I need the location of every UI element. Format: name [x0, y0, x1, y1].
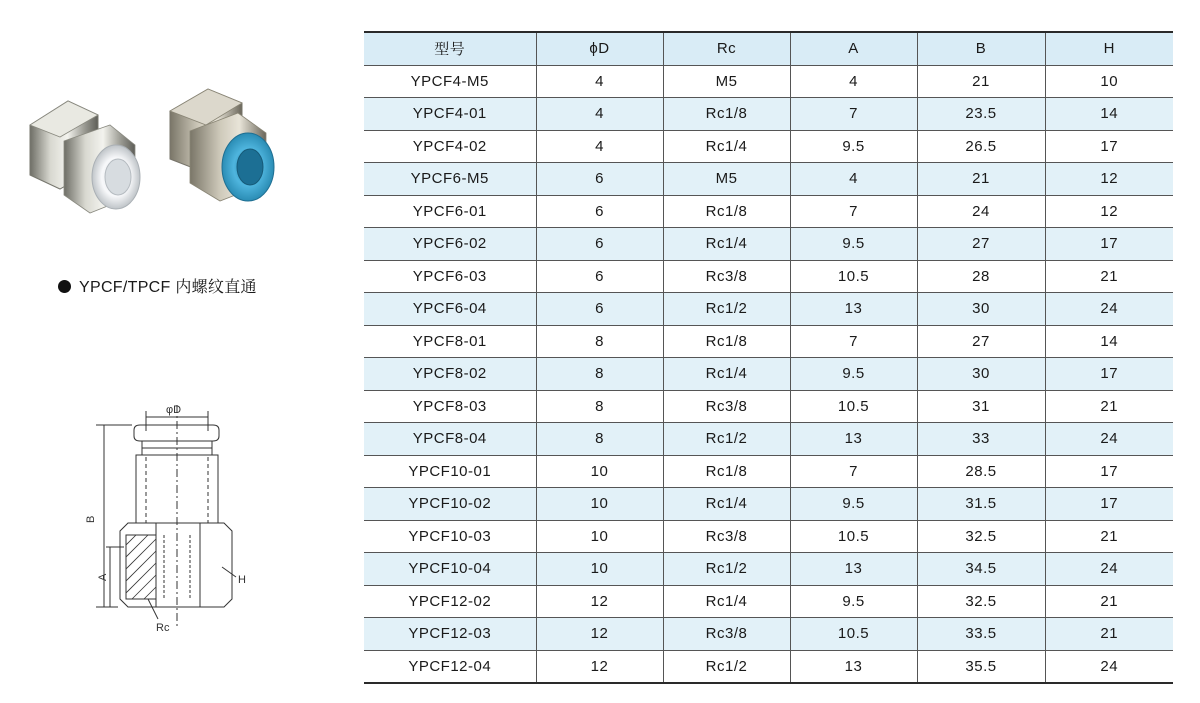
cell-phi-d: 12: [536, 618, 663, 651]
cell-a: 10.5: [790, 520, 917, 553]
cell-model: YPCF4-02: [364, 130, 536, 163]
table-row: [364, 163, 1173, 196]
cell-h: 10: [1045, 65, 1173, 98]
cell-rc: Rc1/4: [663, 358, 790, 391]
cell-h: 14: [1045, 98, 1173, 131]
cell-rc: Rc1/2: [663, 553, 790, 586]
cell-rc: Rc1/8: [663, 325, 790, 358]
cell-b: 33: [917, 423, 1045, 456]
cell-h: 14: [1045, 325, 1173, 358]
cell-b: 28: [917, 260, 1045, 293]
cell-a: 7: [790, 325, 917, 358]
cell-a: 13: [790, 293, 917, 326]
cell-rc: M5: [663, 65, 790, 98]
cell-model: YPCF10-03: [364, 520, 536, 553]
cell-h: 24: [1045, 650, 1173, 683]
rc-label: Rc: [156, 622, 170, 634]
cell-phi-d: 4: [536, 65, 663, 98]
cell-model: YPCF4-01: [364, 98, 536, 131]
cell-a: 10.5: [790, 618, 917, 651]
cell-h: 21: [1045, 585, 1173, 618]
cell-a: 7: [790, 98, 917, 131]
cell-model: YPCF6-02: [364, 228, 536, 261]
product-caption: [58, 274, 257, 297]
cell-h: 24: [1045, 293, 1173, 326]
header-rc: Rc: [663, 32, 790, 65]
cell-h: 24: [1045, 423, 1173, 456]
cell-phi-d: 10: [536, 488, 663, 521]
cell-b: 21: [917, 65, 1045, 98]
cell-phi-d: 12: [536, 585, 663, 618]
cell-a: 4: [790, 65, 917, 98]
cell-phi-d: 6: [536, 260, 663, 293]
table-row: [364, 195, 1173, 228]
cell-h: 24: [1045, 553, 1173, 586]
product-panel: [0, 0, 360, 703]
cell-rc: Rc1/8: [663, 195, 790, 228]
cell-h: 21: [1045, 390, 1173, 423]
header-b: B: [917, 32, 1045, 65]
cell-h: 21: [1045, 520, 1173, 553]
cell-model: YPCF6-03: [364, 260, 536, 293]
table-header-row: [364, 32, 1173, 65]
cell-b: 33.5: [917, 618, 1045, 651]
cell-phi-d: 10: [536, 520, 663, 553]
cell-rc: Rc1/4: [663, 228, 790, 261]
cell-b: 21: [917, 163, 1045, 196]
cell-model: YPCF10-01: [364, 455, 536, 488]
cell-h: 12: [1045, 163, 1173, 196]
cell-a: 13: [790, 553, 917, 586]
header-a: A: [790, 32, 917, 65]
cell-h: 17: [1045, 488, 1173, 521]
cell-a: 13: [790, 650, 917, 683]
cell-model: YPCF8-01: [364, 325, 536, 358]
cell-b: 30: [917, 293, 1045, 326]
cell-phi-d: 12: [536, 650, 663, 683]
cell-phi-d: 6: [536, 228, 663, 261]
cell-phi-d: 6: [536, 195, 663, 228]
white-collet-fitting: [30, 101, 140, 213]
cell-phi-d: 10: [536, 455, 663, 488]
cell-a: 4: [790, 163, 917, 196]
cell-a: 9.5: [790, 228, 917, 261]
cell-model: YPCF6-M5: [364, 163, 536, 196]
cell-rc: Rc1/2: [663, 293, 790, 326]
cell-b: 27: [917, 325, 1045, 358]
cell-h: 21: [1045, 260, 1173, 293]
cell-rc: M5: [663, 163, 790, 196]
table-row: [364, 553, 1173, 586]
cell-b: 31.5: [917, 488, 1045, 521]
table-row: [364, 618, 1173, 651]
header-model: 型号: [364, 32, 536, 65]
cell-b: 23.5: [917, 98, 1045, 131]
cell-model: YPCF12-03: [364, 618, 536, 651]
cell-a: 10.5: [790, 260, 917, 293]
cell-rc: Rc3/8: [663, 520, 790, 553]
h-label: H: [238, 574, 246, 586]
cell-model: YPCF8-04: [364, 423, 536, 456]
cell-model: YPCF10-04: [364, 553, 536, 586]
table-row: [364, 488, 1173, 521]
cell-a: 9.5: [790, 358, 917, 391]
cell-phi-d: 8: [536, 423, 663, 456]
cell-a: 9.5: [790, 585, 917, 618]
table-row: [364, 390, 1173, 423]
cell-rc: Rc3/8: [663, 618, 790, 651]
table-row: [364, 358, 1173, 391]
table-row: [364, 65, 1173, 98]
cell-model: YPCF10-02: [364, 488, 536, 521]
cell-h: 17: [1045, 455, 1173, 488]
cell-phi-d: 6: [536, 163, 663, 196]
table-row: [364, 260, 1173, 293]
cell-rc: Rc1/4: [663, 488, 790, 521]
product-photos: [20, 85, 320, 225]
cell-h: 21: [1045, 618, 1173, 651]
cell-model: YPCF8-03: [364, 390, 536, 423]
cell-b: 24: [917, 195, 1045, 228]
cell-b: 32.5: [917, 520, 1045, 553]
cell-a: 9.5: [790, 488, 917, 521]
table-row: [364, 325, 1173, 358]
cell-model: YPCF12-04: [364, 650, 536, 683]
cell-a: 10.5: [790, 390, 917, 423]
cell-b: 30: [917, 358, 1045, 391]
table-body: [364, 65, 1173, 683]
a-label: A: [97, 573, 109, 581]
cell-model: YPCF6-04: [364, 293, 536, 326]
cell-rc: Rc1/8: [663, 98, 790, 131]
table-row: [364, 130, 1173, 163]
cell-a: 13: [790, 423, 917, 456]
cell-b: 26.5: [917, 130, 1045, 163]
cell-phi-d: 8: [536, 358, 663, 391]
table-row: [364, 293, 1173, 326]
cell-h: 17: [1045, 130, 1173, 163]
cell-phi-d: 10: [536, 553, 663, 586]
cell-phi-d: 4: [536, 98, 663, 131]
cell-phi-d: 6: [536, 293, 663, 326]
bullet-icon: [58, 280, 71, 293]
cell-b: 35.5: [917, 650, 1045, 683]
table-row: [364, 228, 1173, 261]
cell-rc: Rc1/4: [663, 585, 790, 618]
cell-b: 34.5: [917, 553, 1045, 586]
table-row: [364, 585, 1173, 618]
table-row: [364, 455, 1173, 488]
cell-rc: Rc3/8: [663, 260, 790, 293]
cell-model: YPCF8-02: [364, 358, 536, 391]
header-h: H: [1045, 32, 1173, 65]
cell-phi-d: 8: [536, 390, 663, 423]
cell-rc: Rc1/8: [663, 455, 790, 488]
cell-b: 27: [917, 228, 1045, 261]
cell-a: 9.5: [790, 130, 917, 163]
cell-phi-d: 4: [536, 130, 663, 163]
table-row: [364, 650, 1173, 683]
cell-h: 17: [1045, 358, 1173, 391]
cell-model: YPCF6-01: [364, 195, 536, 228]
table-row: [364, 520, 1173, 553]
cell-b: 28.5: [917, 455, 1045, 488]
cell-a: 7: [790, 195, 917, 228]
cell-phi-d: 8: [536, 325, 663, 358]
blue-collet-fitting: [170, 89, 274, 201]
cell-a: 7: [790, 455, 917, 488]
cell-h: 12: [1045, 195, 1173, 228]
phi-d-label: φD: [166, 404, 182, 416]
b-label: B: [85, 515, 97, 523]
table-row: [364, 423, 1173, 456]
header-phi-d: ϕD: [536, 32, 663, 65]
cell-b: 32.5: [917, 585, 1045, 618]
cell-rc: Rc1/4: [663, 130, 790, 163]
cell-h: 17: [1045, 228, 1173, 261]
cell-rc: Rc1/2: [663, 650, 790, 683]
cell-model: YPCF12-02: [364, 585, 536, 618]
cell-rc: Rc1/2: [663, 423, 790, 456]
cell-model: YPCF4-M5: [364, 65, 536, 98]
cell-rc: Rc3/8: [663, 390, 790, 423]
technical-drawing: [60, 395, 290, 645]
spec-table: [364, 31, 1173, 684]
table-row: [364, 98, 1173, 131]
cell-b: 31: [917, 390, 1045, 423]
caption-text: YPCF/TPCF 内螺纹直通: [79, 279, 257, 296]
